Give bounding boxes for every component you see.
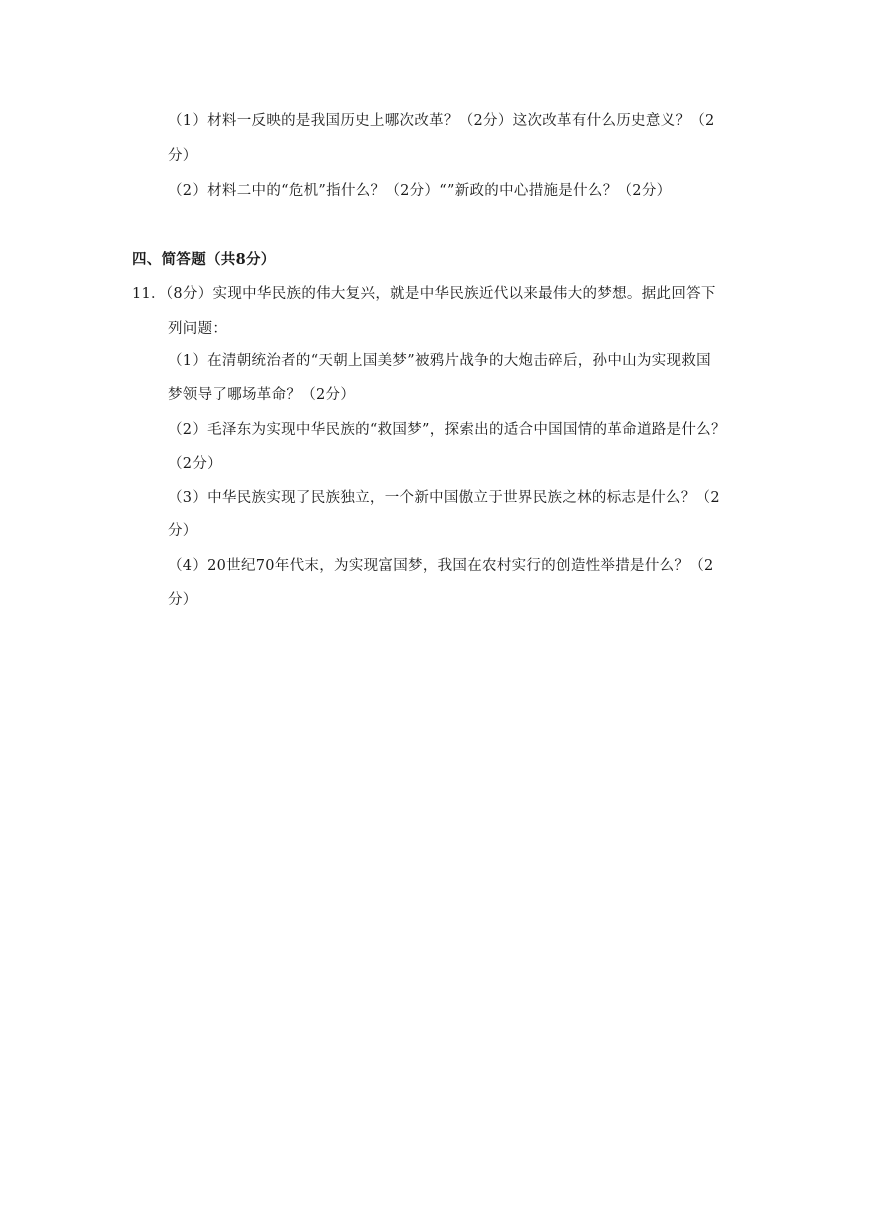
q11-sub1-line1: （1）在清朝统治者的“天朝上国美梦”被鸦片战争的大炮击碎后，孙中山为实现救国 [168, 353, 711, 369]
q11-stem-line1: 11．（8分）实现中华民族的伟大复兴，就是中华民族近代以来最伟大的梦想。据此回答下 [132, 286, 716, 302]
q11-sub3-line2: 分） [168, 523, 198, 539]
q11-stem-line2: 列问题： [168, 321, 228, 337]
q11-sub4-line1: （4）20世纪70年代末，为实现富国梦，我国在农村实行的创造性举措是什么？（2 [168, 558, 714, 574]
q11-sub2-line2: （2分） [168, 456, 222, 472]
section-heading: 四、简答题（共8分） [132, 251, 276, 268]
prev-sub1-line2: 分） [168, 148, 198, 164]
q11-sub4-line2: 分） [168, 592, 198, 608]
prev-sub2-line1: （2）材料二中的“危机”指什么？（2分）“”新政的中心措施是什么？（2分） [168, 183, 672, 199]
q11-sub3-line1: （3）中华民族实现了民族独立，一个新中国傲立于世界民族之林的标志是什么？（2 [168, 490, 720, 506]
q11-sub2-line1: （2）毛泽东为实现中华民族的“救国梦”，探索出的适合中国国情的革命道路是什么？ [168, 422, 726, 438]
prev-sub1-line1: （1）材料一反映的是我国历史上哪次改革？（2分）这次改革有什么历史意义？（2 [168, 113, 715, 129]
q11-sub1-line2: 梦领导了哪场革命？（2分） [168, 387, 356, 403]
